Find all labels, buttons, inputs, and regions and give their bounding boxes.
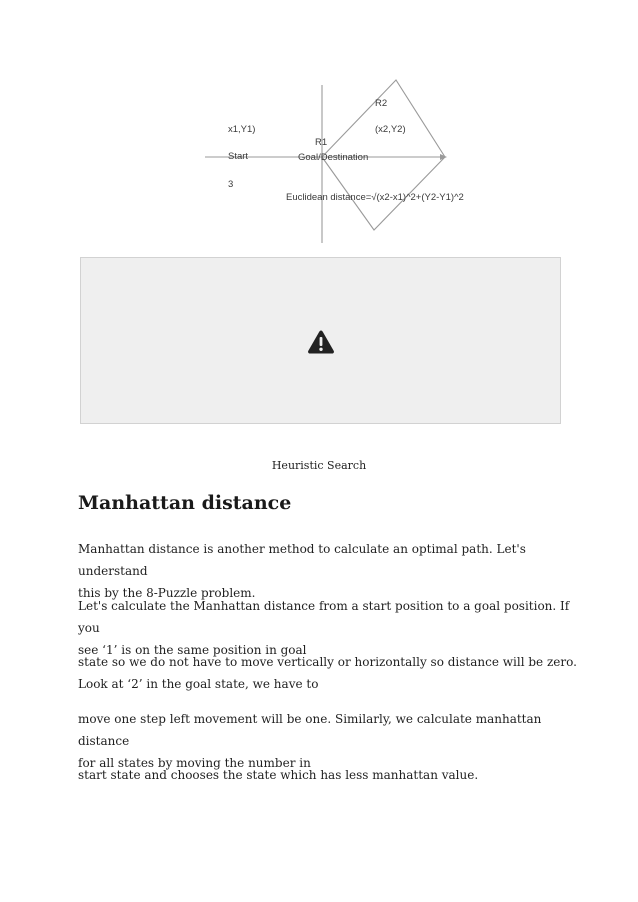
paragraph-line: Manhattan distance is another method to calculate an optimal path. Let's understand bbox=[78, 542, 526, 578]
paragraph-line: start state and chooses the state which has less manhattan value. bbox=[78, 768, 479, 782]
paragraph-line: for all states by moving the number in bbox=[78, 756, 311, 770]
paragraph-line: see ‘1’ is on the same position in goal bbox=[78, 643, 307, 657]
paragraph-3 bbox=[78, 651, 578, 695]
paragraph-line: this by the 8-Puzzle problem. bbox=[78, 586, 256, 600]
start-coord-label: x1,Y1) bbox=[228, 124, 256, 135]
goal-label: Goal/Destination bbox=[298, 152, 369, 163]
r2-label: R2 bbox=[375, 98, 388, 109]
paragraph-5 bbox=[78, 764, 578, 786]
heuristic-diagram bbox=[0, 0, 638, 250]
euclidean-label: Euclidean distance=√(x2-x1)^2+(Y2-Y1)^2 bbox=[286, 192, 464, 203]
three-label: 3 bbox=[228, 179, 234, 190]
paragraph-line: Look at ‘2’ in the goal state, we have to bbox=[78, 677, 319, 691]
paragraph-line: Let's calculate the Manhattan distance from a start position to a goal position. If you bbox=[78, 599, 570, 635]
goal-coord-label: (x2,Y2) bbox=[375, 124, 406, 135]
broken-image-placeholder bbox=[80, 257, 561, 424]
r1-label: R1 bbox=[315, 137, 328, 148]
paragraph-line: state so we do not have to move vertically or horizontally so distance will be zero. bbox=[78, 655, 577, 669]
diamond-upper-path bbox=[322, 80, 445, 157]
warning-triangle-icon bbox=[307, 329, 335, 355]
paragraph-line: move one step left movement will be one. Similarly, we calculate manhattan distance bbox=[78, 712, 542, 748]
section-heading: Manhattan distance bbox=[78, 492, 292, 514]
start-label: Start bbox=[228, 151, 249, 162]
figure-caption: Heuristic Search bbox=[271, 459, 367, 472]
